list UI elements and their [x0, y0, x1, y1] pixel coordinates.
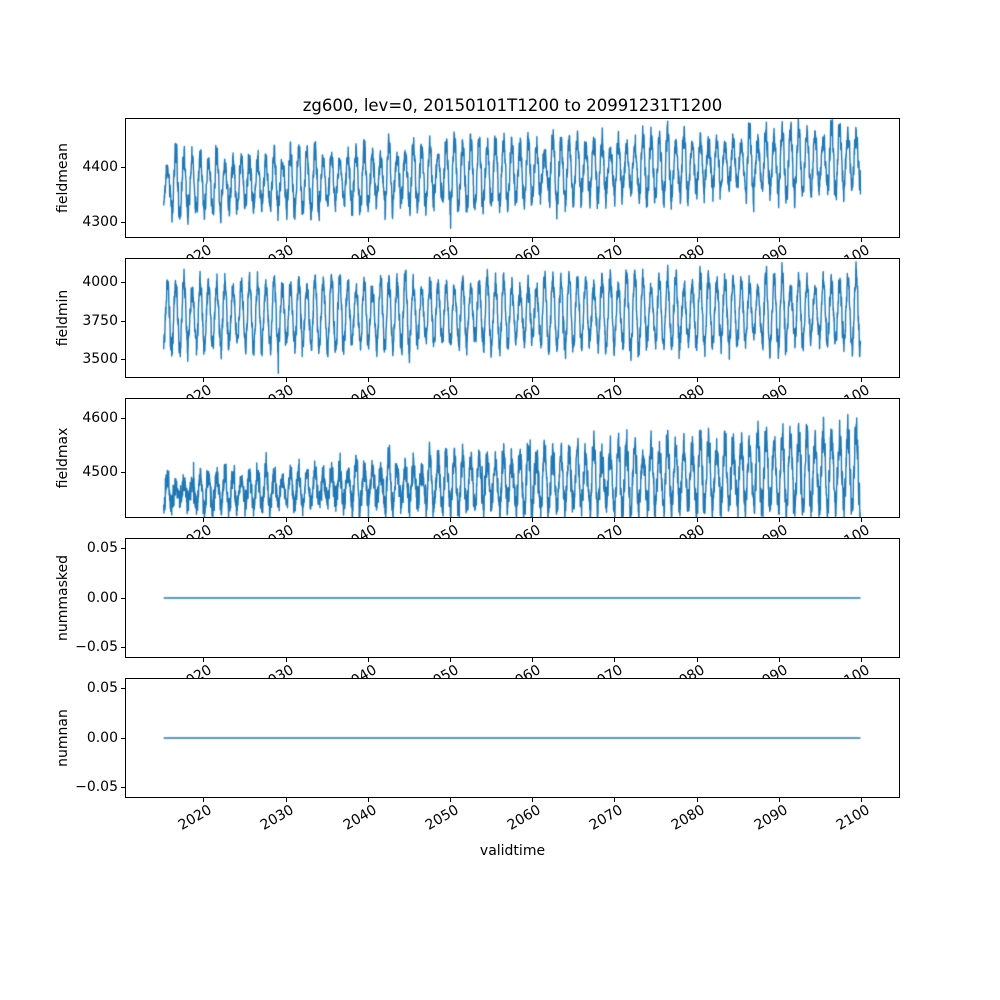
- y-tick-label: 0.00: [86, 729, 118, 746]
- y-tick-mark: [121, 688, 125, 689]
- y-axis-label-fieldmin: fieldmin: [55, 289, 71, 347]
- y-axis-label-fieldmax: fieldmax: [55, 427, 71, 489]
- x-tick-mark: [450, 798, 451, 802]
- x-tick-label: 2050: [422, 802, 462, 834]
- y-axis-label-fieldmean: fieldmean: [55, 143, 71, 213]
- y-tick-mark: [121, 738, 125, 739]
- x-tick-label: 2080: [669, 802, 709, 834]
- y-tick-label: 4600: [82, 409, 118, 426]
- x-tick-label: 2020: [176, 802, 215, 834]
- y-axis-label-nummasked: nummasked: [55, 554, 71, 642]
- y-tick-label: 4000: [82, 274, 118, 291]
- y-axis-label-numnan: numnan: [55, 709, 71, 767]
- x-tick-mark: [368, 798, 369, 802]
- y-tick-label: 4500: [82, 463, 118, 480]
- x-tick-mark: [779, 798, 780, 802]
- x-tick-label: 2100: [833, 802, 873, 834]
- x-tick-mark: [203, 798, 204, 802]
- x-tick-label: 2030: [258, 802, 298, 834]
- x-tick-mark: [614, 798, 615, 802]
- x-tick-label: 2070: [586, 802, 626, 834]
- y-tick-label: 4300: [82, 214, 118, 231]
- y-tick-label: 0.05: [86, 680, 118, 697]
- y-tick-label: −0.05: [75, 638, 118, 655]
- y-tick-mark: [121, 787, 125, 788]
- x-tick-label: 2040: [340, 802, 380, 834]
- y-tick-label: 3750: [82, 312, 118, 329]
- chart-title: zg600, lev=0, 20150101T1200 to 20991231T1200: [302, 96, 723, 115]
- x-tick-mark: [861, 798, 862, 802]
- numnan-series-canvas: [126, 679, 899, 797]
- x-axis-label: validtime: [479, 843, 546, 859]
- x-tick-mark: [286, 798, 287, 802]
- x-tick-mark: [532, 798, 533, 802]
- y-tick-label: −0.05: [75, 778, 118, 795]
- y-tick-label: 0.00: [86, 589, 118, 606]
- x-tick-label: 2060: [504, 802, 544, 834]
- x-tick-mark: [697, 798, 698, 802]
- y-tick-label: 4400: [82, 159, 118, 176]
- y-tick-label: 0.05: [86, 540, 118, 557]
- axes-frame: [125, 678, 900, 798]
- x-tick-label: 2090: [751, 802, 791, 834]
- y-tick-label: 3500: [82, 351, 118, 368]
